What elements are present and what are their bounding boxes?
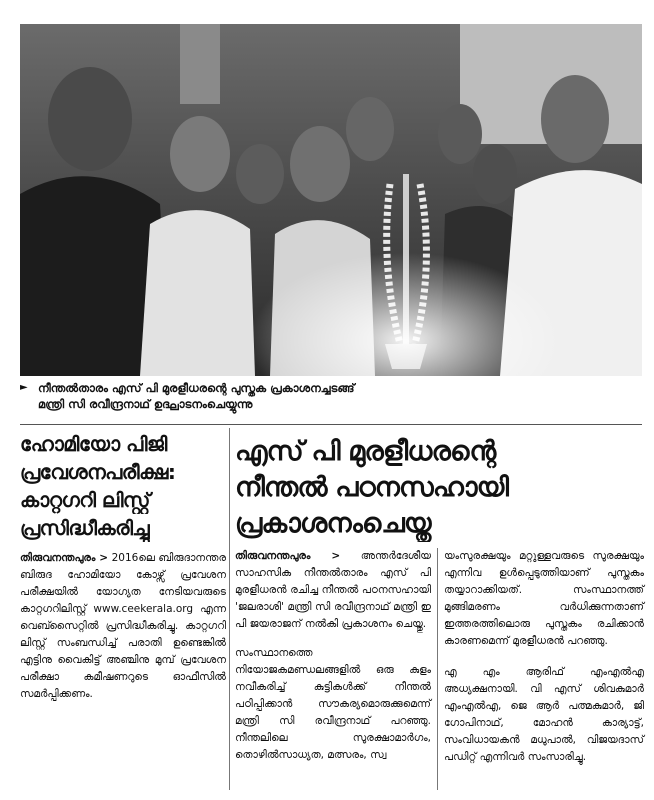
- photo-caption: [20, 380, 642, 422]
- main-article-column-2: [444, 548, 644, 768]
- section-rule: [20, 424, 642, 425]
- column-divider-left: [229, 428, 230, 790]
- main-headline-line-3: പ്രകാശനംചെയ്തു: [235, 508, 431, 539]
- left-headline-line-1: ഹോമിയോ പിജി: [20, 432, 167, 456]
- main-article-headline: [235, 434, 639, 542]
- inauguration-photo: [20, 24, 642, 376]
- left-headline-line-3: കാറ്റഗറി ലിസ്റ്റ്: [20, 488, 150, 512]
- main-headline-line-1: എസ് പി മുരളീധരന്റെ: [235, 436, 496, 467]
- left-article-body: [20, 550, 226, 703]
- caption-arrow-icon: ►: [20, 382, 28, 393]
- caption-line-1: നീന്തൽതാരം എസ് പി മുരളീധരന്റെ പുസ്തക പ്രകാശനച്ചടങ്ങ്: [38, 381, 355, 395]
- left-headline-line-4: പ്രസിദ്ധീകരിച്ചു: [20, 516, 150, 540]
- main-article-dateline: തിരുവനന്തപുരം >: [235, 550, 341, 562]
- inauguration-photo-icon: [20, 24, 642, 376]
- main-article-para-3: യംസുരക്ഷയും മറ്റുള്ളവരുടെ സുരക്ഷയും എന്നിവ ഉൾപ്പെടുത്തിയാണ് പുസ്തകം തയ്യാറാക്കിയത്. സംസ്ഥാനത്ത് മുങ്ങിമരണം വർധിക്കുന്നതാണ് ഇത്തരത്തിലൊരു പുസ്തകം രചിക്കാൻ കാരണമെന്ന് മുരളീധരൻ പറഞ്ഞു.: [444, 550, 644, 647]
- left-article-dateline: തിരുവനന്തപുരം >: [20, 552, 109, 564]
- left-article-headline: [20, 430, 226, 542]
- main-article-para-4: എ എം ആരിഫ് എംഎൽഎ അധ്യക്ഷനായി. വി എസ് ശിവകുമാർ എംഎൽഎ, ജെ ആർ പത്മകുമാർ, ജി ഗോപിനാഥ്, മോഹൻ കാര്യാട്ട്, സംവിധായകൻ മധുപാൽ, വിജയദാസ് പഡിറ്റ് എന്നിവർ സംസാരിച്ചു.: [444, 666, 644, 763]
- main-article-column-1: [235, 548, 431, 766]
- caption-line-2: മന്ത്രി സി രവീന്ദ്രനാഥ് ഉദ്ഘാടനംചെയ്യുന്നു: [38, 397, 253, 411]
- left-article: [20, 430, 226, 705]
- main-article-para-2: സംസ്ഥാനത്തെ നിയോജകമണ്ഡലങ്ങളിൽ ഒരു കുളം നവീകരിച്ച് കുട്ടികൾക്ക് നീന്തൽ പഠിപ്പിക്കാൻ സൗകര്യമൊരുക്കുമെന്ന് മന്ത്രി സി രവീന്ദ്രനാഥ് പറഞ്ഞു. നീന്തലിലെ സുരക്ഷാമാർഗം, തൊഴിൽസാധ്യത, മത്സരം, സ്വ: [235, 647, 431, 761]
- left-headline-line-2: പ്രവേശനപരീക്ഷ:: [20, 460, 176, 484]
- left-article-text: 2016ലെ ബിരുദാനന്തര ബിരുദ ഹോമിയോ കോഴ്സ് പ്രവേശന പരീക്ഷയിൽ യോഗ്യത നേടിയവരുടെ കാറ്റഗറിലിസ്റ്റ് www.ceekerala.org എന്ന വെബ്സൈറ്റിൽ പ്രസിദ്ധീകരിച്ചു. കാറ്റഗറി ലിസ്റ്റ് സംബന്ധിച്ച് പരാതി ഉണ്ടെങ്കിൽ എട്ടിനു വൈകിട്ട് അഞ്ചിനു മുമ്പ് പ്രവേശന പരീക്ഷാ കമീഷണറുടെ ഓഫീസിൽ സമർപ്പിക്കണം.: [20, 552, 226, 700]
- column-divider-right: [437, 548, 438, 790]
- main-headline-line-2: നീന്തൽ പഠനസഹായി: [235, 472, 509, 503]
- main-article-para-1: അന്തർദേശീയ സാഹസിക നീന്തൽതാരം എസ് പി മുരളീധരൻ രചിച്ച നീന്തൽ പഠനസഹായി 'ജലരാശി' മന്ത്രി സി രവീന്ദ്രനാഥ് മന്ത്രി ഇ പി ജയരാജന് നൽകി പ്രകാശനം ചെയ്തു.: [235, 550, 431, 630]
